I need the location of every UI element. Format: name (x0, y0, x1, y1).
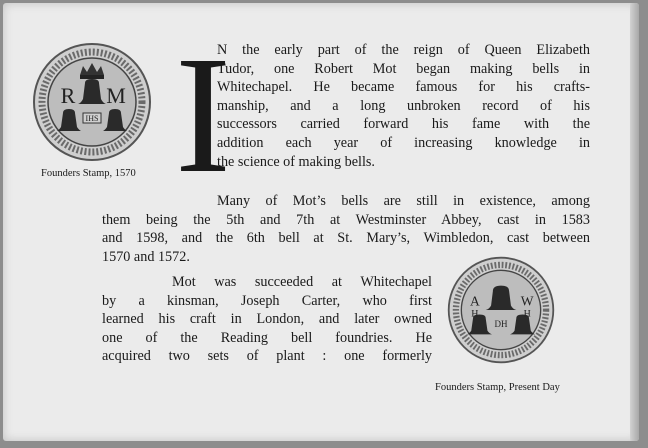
paragraph-3 (102, 273, 432, 366)
stamp-dh: DH (494, 319, 508, 330)
p1-line: addition each year of increasing knowledge in (217, 134, 590, 151)
caption-founders-stamp-1570: Founders Stamp, 1570 (41, 168, 136, 179)
p2-line: 1570 and 1572. (102, 248, 190, 265)
p1-line: N the early part of the reign of Queen Elizabeth (217, 42, 590, 58)
founders-stamp-1570 (31, 41, 153, 163)
drop-cap: I (175, 22, 231, 208)
stamp-letter-m: M (106, 83, 126, 108)
stamp-letter-h-2: H (523, 308, 531, 320)
booklet-page (3, 3, 639, 441)
p1-line: Tudor, one Robert Mot began making bells in (217, 60, 590, 77)
paragraph-1 (217, 41, 590, 171)
p1-line: Whitechapel. He became famous for his crafts- (217, 79, 590, 96)
p2-line: them being the 5th and 7th at Westminster Abbey, cast in 1583 (102, 211, 590, 228)
p3-line: acquired two sets of plant : one formerly (102, 348, 432, 365)
p1-line: the science of making bells. (217, 153, 375, 170)
stamp-ihs: IHS (85, 114, 99, 123)
stamp-letter-w: W (520, 293, 534, 309)
stamp-letter-h: H (471, 308, 479, 320)
p1-line: manship, and a long unbroken record of his (217, 97, 590, 114)
p2-line: Many of Mot’s bells are still in existence, among (217, 193, 590, 209)
p1-line: successors carried forward his fame with the (217, 116, 590, 133)
stamp-letter-a: A (469, 293, 480, 309)
page-edge (630, 3, 639, 441)
p3-line: learned his craft in London, and later owned (102, 311, 432, 328)
p3-line: Mot was succeeded at Whitechapel (172, 274, 432, 290)
p3-line: by a kinsman, Joseph Carter, who first (102, 292, 432, 309)
caption-founders-stamp-present-day: Founders Stamp, Present Day (435, 382, 560, 393)
p3-line: one of the Reading bell foundries. He (102, 329, 432, 346)
founders-stamp-present-day (446, 255, 556, 365)
stamp-letter-r: R (60, 83, 76, 108)
p2-line: and 1598, and the 6th bell at St. Mary’s, Wimbledon, cast between (102, 230, 590, 247)
